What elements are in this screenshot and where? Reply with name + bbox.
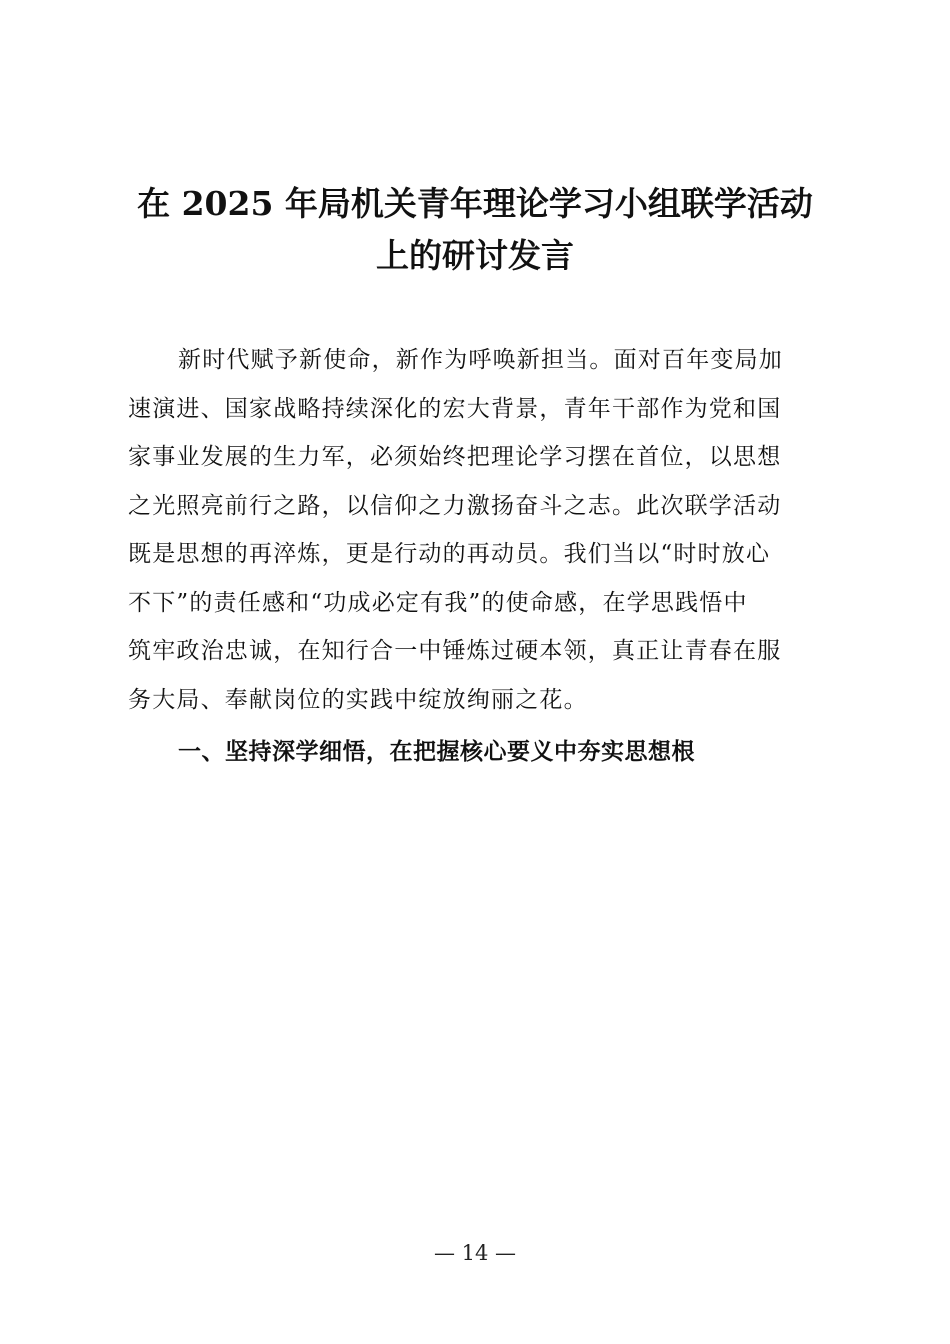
paragraph-line: 不下”的责任感和“功成必定有我”的使命感，在学思践悟中 (128, 589, 748, 616)
document-title (120, 178, 830, 282)
paragraph-line: 之光照亮前行之路，以信仰之力激扬奋斗之志。此次联学活动 (128, 492, 782, 519)
paragraph-line: 新时代赋予新使命，新作为呼唤新担当。面对百年变局加 (178, 347, 783, 373)
paragraph-line: 务大局、奉献岗位的实践中绽放绚丽之花。 (128, 686, 588, 713)
paragraph-line: 家事业发展的生力军，必须始终把理论学习摆在首位，以思想 (128, 444, 782, 470)
page-number: — 14 — (433, 1241, 517, 1265)
title-line-2: 上的研讨发言 (376, 236, 574, 275)
paragraph-line: 筑牢政治忠诚，在知行合一中锤炼过硬本领，真正让青春在服 (128, 638, 782, 664)
paragraph-line: 速演进、国家战略持续深化的宏大背景，青年干部作为党和国 (128, 395, 782, 422)
section-heading: 一、坚持深学细悟，在把握核心要义中夯实思想根 (178, 739, 695, 765)
title-line-1: 在 2025 年局机关青年理论学习小组联学活动 (137, 184, 813, 223)
document-body (128, 336, 830, 724)
paragraph-line: 既是思想的再淬炼，更是行动的再动员。我们当以“时时放心 (128, 541, 771, 567)
intro-paragraph (128, 336, 830, 724)
